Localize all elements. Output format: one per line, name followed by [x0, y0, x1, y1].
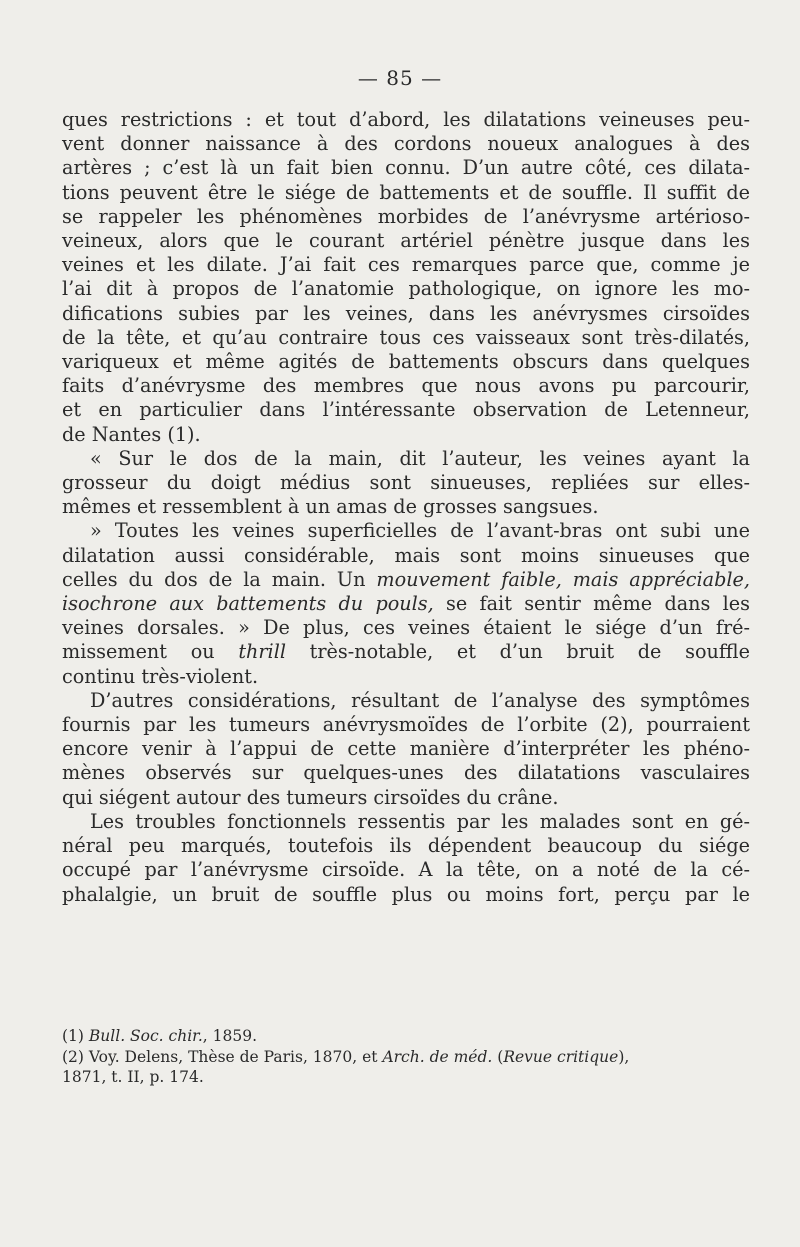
text-line: encore venir à l’appui de cette manière d’interpréter les phéno- [62, 737, 750, 761]
text-run: celles du dos de la main. Un [62, 567, 366, 591]
text-line [62, 568, 750, 592]
text-line: se rappeler les phénomènes morbides de l’anévrysme artérioso- [62, 204, 750, 228]
text-line: veines et les dilate. J’ai fait ces remarques parce que, comme je [62, 253, 750, 277]
text-line: mêmes et ressemblent à un amas de grosses sangsues. [62, 495, 599, 519]
text-run: se fait sentir même dans les [446, 592, 751, 616]
text-line: D’autres considérations, résultant de l’analyse des symptômes [90, 688, 750, 712]
text-line: l’ai dit à propos de l’anatomie pathologique, on ignore les mo- [62, 277, 750, 301]
footnote-mark: (1) [62, 1027, 84, 1045]
text-line: veineux, alors que le courant artériel pénètre jusque dans les [62, 229, 750, 253]
text-line: vent donner naissance à des cordons noueux analogues à des [62, 132, 750, 156]
text-line: néral peu marqués, toutefois ils dépendent beaucoup du siége [62, 834, 750, 858]
text-line: ques restrictions : et tout d’abord, les dilatations veineuses peu- [62, 108, 750, 131]
text-line: « Sur le dos de la main, dit l’auteur, les veines ayant la [90, 446, 750, 470]
text-run: missement ou [62, 640, 215, 664]
italic-run: isochrone aux battements du pouls, [62, 592, 434, 616]
text-line: » Toutes les veines superficielles de l’avant-bras ont subi une [90, 519, 750, 543]
footnote-text: ), [618, 1047, 630, 1066]
text-line: occupé par l’anévrysme cirsoïde. A la tête, on a noté de la cé- [62, 858, 750, 882]
italic-run: thrill [238, 640, 286, 664]
text-line [62, 592, 750, 616]
text-line: difications subies par les veines, dans les anévrysmes cirsoïdes [62, 301, 750, 325]
text-line [62, 640, 750, 664]
text-line: grosseur du doigt médius sont sinueuses, repliées sur elles- [62, 471, 750, 495]
text-line: variqueux et même agités de battements obscurs dans quelques [62, 350, 750, 374]
footnote-2-continued: 1871, t. II, p. 174. [62, 1068, 204, 1086]
footnote-source: Arch. de méd. [382, 1047, 493, 1066]
text-run: très-notable, et d’un bruit de souffle [309, 640, 750, 664]
text-line: et en particulier dans l’intéressante observation de Letenneur, [62, 398, 750, 422]
footnote-text: Voy. Delens, Thèse de Paris, 1870, et [88, 1047, 378, 1066]
text-line: mènes observés sur quelques-unes des dilatations vasculaires [62, 761, 750, 785]
text-line: fournis par les tumeurs anévrysmoïdes de l’orbite (2), pourraient [62, 713, 750, 737]
footnote-text: , 1859. [202, 1027, 258, 1045]
text-line: veines dorsales. » De plus, ces veines étaient le siége d’un fré- [62, 616, 750, 640]
footnote-2 [62, 1047, 750, 1068]
footnote-mark: (2) [62, 1047, 84, 1066]
text-line: phalalgie, un bruit de souffle plus ou moins fort, perçu par le [62, 882, 750, 906]
text-line: tions peuvent être le siége de battements et de souffle. Il suffit de [62, 180, 750, 204]
footnote-source: Bull. Soc. chir. [88, 1027, 203, 1045]
footnote-review: Revue critique [503, 1047, 619, 1066]
text-line: dilatation aussi considérable, mais sont moins sinueuses que [62, 543, 750, 567]
text-line: qui siégent autour des tumeurs cirsoïdes du crâne. [62, 785, 559, 809]
text-line: Les troubles fonctionnels ressentis par les malades sont en gé- [90, 809, 750, 833]
footnotes [62, 1026, 750, 1088]
footnote-1 [62, 1026, 750, 1047]
text-line: artères ; c’est là un fait bien connu. D’un autre côté, ces dilata- [62, 156, 750, 180]
italic-run: mouvement faible, mais appréciable, [376, 567, 750, 591]
body-text [62, 108, 750, 907]
text-line: de la tête, et qu’au contraire tous ces vaisseaux sont très-dilatés, [62, 325, 750, 349]
text-line: continu très-violent. [62, 664, 259, 688]
text-line: de Nantes (1). [62, 422, 201, 446]
page-number: — 85 — [357, 66, 443, 90]
footnote-text: ( [497, 1047, 504, 1066]
text-line: faits d’anévrysme des membres que nous avons pu parcourir, [62, 374, 750, 398]
